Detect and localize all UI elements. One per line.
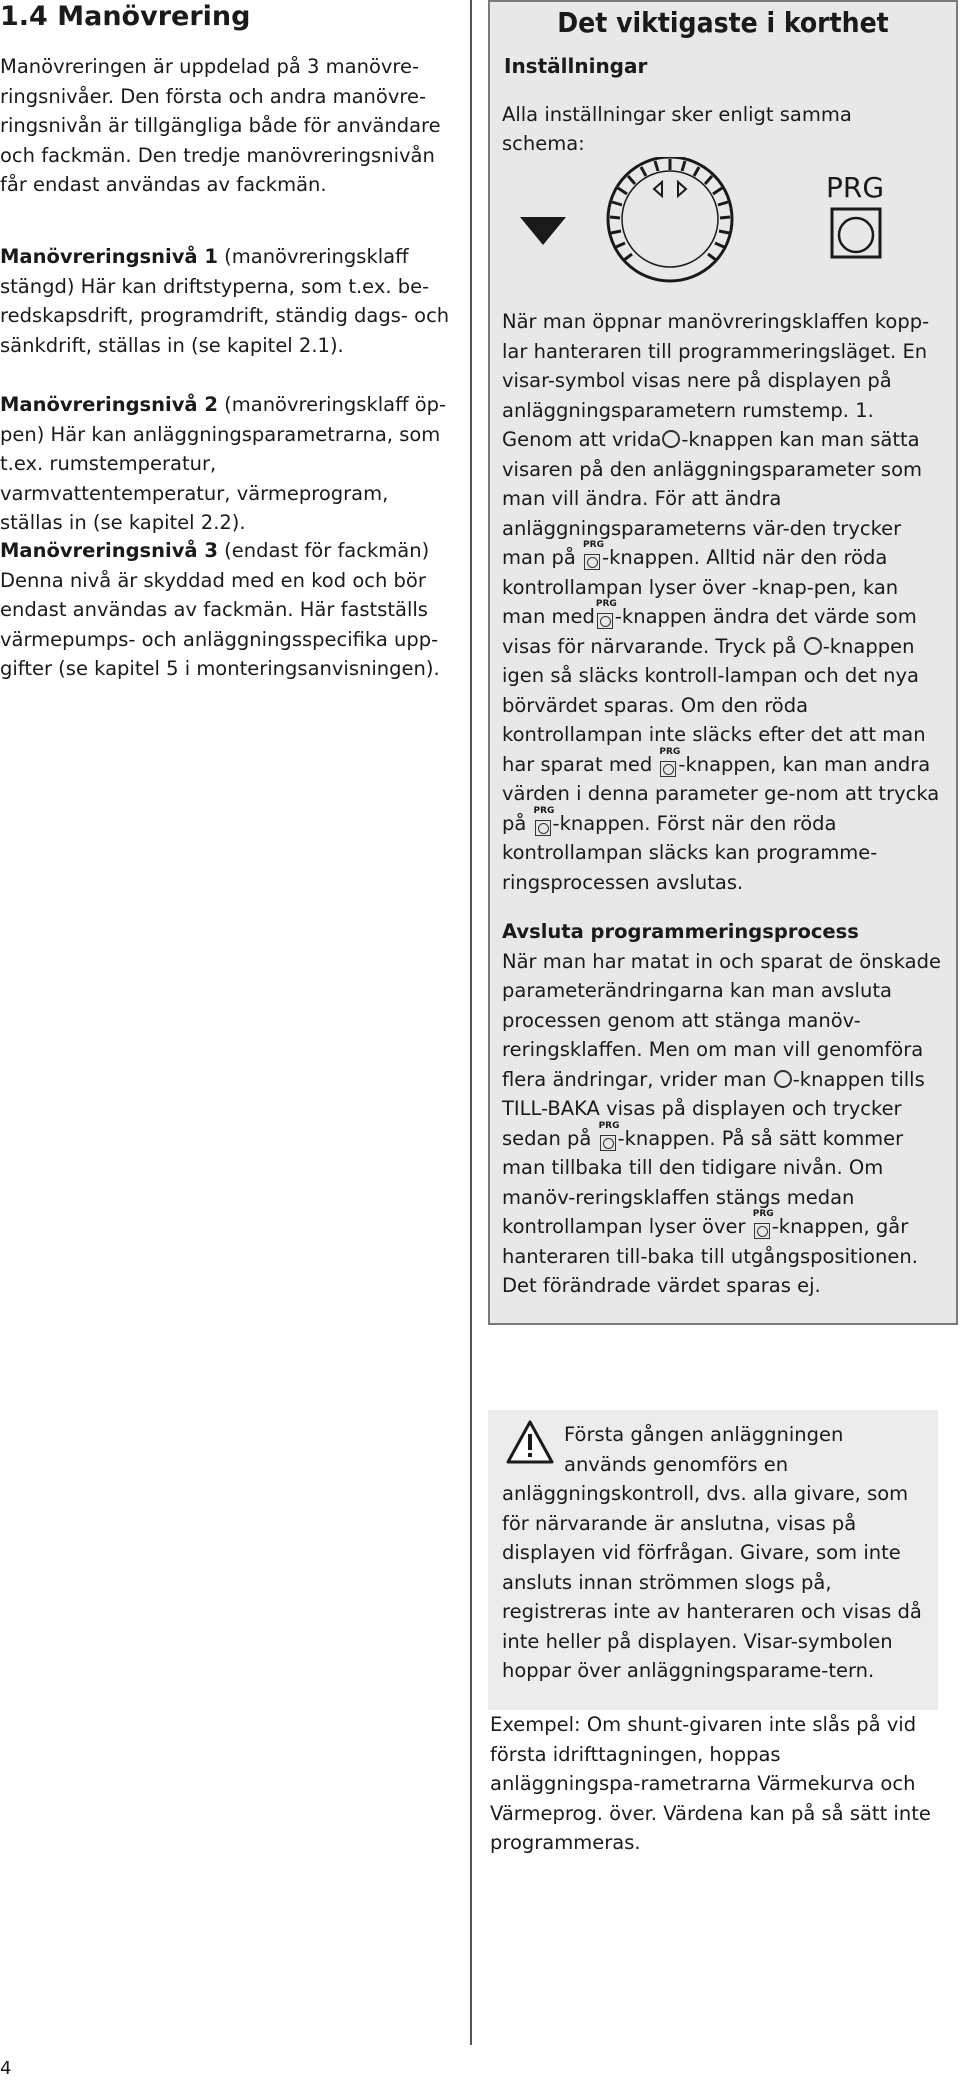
box-p3a: För att ändra anläggningsparameterns vär-den trycker man på	[502, 487, 902, 569]
box-p2a: Genom att vrida	[502, 428, 662, 451]
prg-inline-icon: PRG	[599, 1125, 617, 1151]
box-end-text	[502, 917, 942, 1301]
box-p4d: -knappen. Först när den röda kontrollampan släcks kan programme-ringsprocessen avslutas.	[502, 811, 878, 894]
level2-title: Manövreringsnivå 2	[0, 393, 218, 416]
level2-text: (manövreringsklaff öp-pen) Här kan anläggningsparametrarna, som t.ex. rumstemperatur, varmvattentemperatur, värmeprogram, ställas in (se kapitel 2.2).	[0, 393, 447, 534]
box-title: Det viktigaste i korthet	[557, 6, 889, 39]
box-p3c: -knappen ändra det värde som visas för närvarande.	[502, 605, 917, 658]
box-p3b: -knappen. Alltid när den röda kontrollampan lyser över -knap-pen, kan man med	[502, 546, 899, 628]
column-divider	[470, 0, 472, 2045]
prg-inline-icon: PRG	[753, 1213, 771, 1239]
box-settings-text	[502, 307, 942, 897]
summary-box	[488, 0, 958, 1325]
box-subtitle: Inställningar	[504, 54, 648, 78]
box-e2b: -knappen tills TILL-BAKA visas på displayen och trycker sedan på	[502, 1067, 925, 1150]
box-p1: När man öppnar manövreringsklaffen kopp-lar hanteraren till programmeringsläget. En visar-symbol visas nere på displayen på anläggningsparametern rumstemp. 1.	[502, 310, 930, 422]
box-p4b: -knappen igen så släcks kontroll-lampan och det nya börvärdet sparas. Om den röda kontrollampan inte släcks efter det att man har sparat med	[502, 634, 926, 776]
page-number: 4	[0, 2058, 12, 2079]
box-p4c: -knappen, kan man andra värden i denna parameter ge-nom att trycka på	[502, 752, 940, 835]
end-title: Avsluta programmeringsprocess	[502, 920, 859, 943]
warning-text: Första gången anläggningen används genomförs en anläggningskontroll, dvs. alla givare, som för närvarande är anslutna, visas på displayen vid förfrågan. Givare, som inte ansluts innan strömmen slogs på, registreras inte av hanteraren och visas då inte heller på displayen. Visar-symbolen hoppar över anläggningsparame-tern.	[502, 1423, 922, 1682]
example-paragraph: Exempel: Om shunt-givaren inte slås på vid första idrifttagningen, hoppas anläggningspa-rametrarna Värmekurva och Värmeprog. över. Värdena kan på så sätt inte programmeras.	[490, 1713, 931, 1854]
rotary-knob-icon	[608, 157, 732, 281]
box-e2d: -knappen, går hanteraren till-baka till utgångspositionen. Det förändrade värdet sparas ej.	[502, 1215, 918, 1297]
prg-inline-icon: PRG	[534, 810, 552, 836]
knob-inline-icon	[804, 637, 822, 655]
prg-inline-icon: PRG	[583, 544, 601, 570]
level1-title: Manövreringsnivå 1	[0, 245, 218, 268]
knob-inline-icon	[662, 430, 680, 448]
level2-paragraph	[0, 390, 450, 538]
prg-label: PRG	[826, 171, 885, 204]
box-e2a: ändringar, vrider man	[552, 1067, 767, 1091]
control-schema	[510, 157, 940, 287]
box-p4a: Tryck på	[715, 634, 797, 658]
section-heading: 1.4 Manövrering	[0, 1, 251, 32]
box-e2c: -knappen. På så sätt kommer man tillbaka till den tidigare nivån. Om manöv-reringsklaffen stängs medan kontrollampan lyser över	[502, 1126, 904, 1238]
prg-inline-icon: PRG	[659, 751, 677, 777]
intro-paragraph: Manövreringen är uppdelad på 3 manövre-ringsnivåer. Den första och andra manövre-ringsnivån är tillgängliga både för användare och fackmän. Den tredje manövreringsnivån får endast användas av fackmän.	[0, 55, 441, 196]
box-p2b: -knappen kan man sätta visaren på den anläggningsparameter som man vill ändra.	[502, 428, 923, 510]
pointer-triangle-icon	[520, 217, 566, 245]
prg-inline-icon: PRG	[596, 603, 614, 629]
warning-box	[488, 1410, 938, 1710]
knob-inline-icon	[774, 1070, 792, 1088]
box-intro: Alla inställningar sker enligt samma schema:	[502, 103, 852, 155]
box-e1: När man har matat in och sparat de önskade parameterändringarna kan man avsluta processen genom att stänga manöv-reringsklaffen. Men om man vill genomföra flera	[502, 949, 941, 1091]
level3-text: (endast för fackmän) Denna nivå är skyddad med en kod och bör endast användas av fackmän. Här fastställs värmepumps- och anläggningsspecifika upp-gifter (se kapitel 5 i monteringsanvisningen).	[0, 539, 440, 680]
prg-button-icon	[826, 171, 884, 257]
level3-title: Manövreringsnivå 3	[0, 539, 218, 562]
level1-paragraph	[0, 242, 450, 360]
level1-text: (manövreringsklaff stängd) Här kan driftstyperna, som t.ex. be-redskapsdrift, programdrift, ständig dags- och sänkdrift, ställas in (se kapitel 2.1).	[0, 245, 450, 357]
level3-paragraph	[0, 536, 450, 684]
